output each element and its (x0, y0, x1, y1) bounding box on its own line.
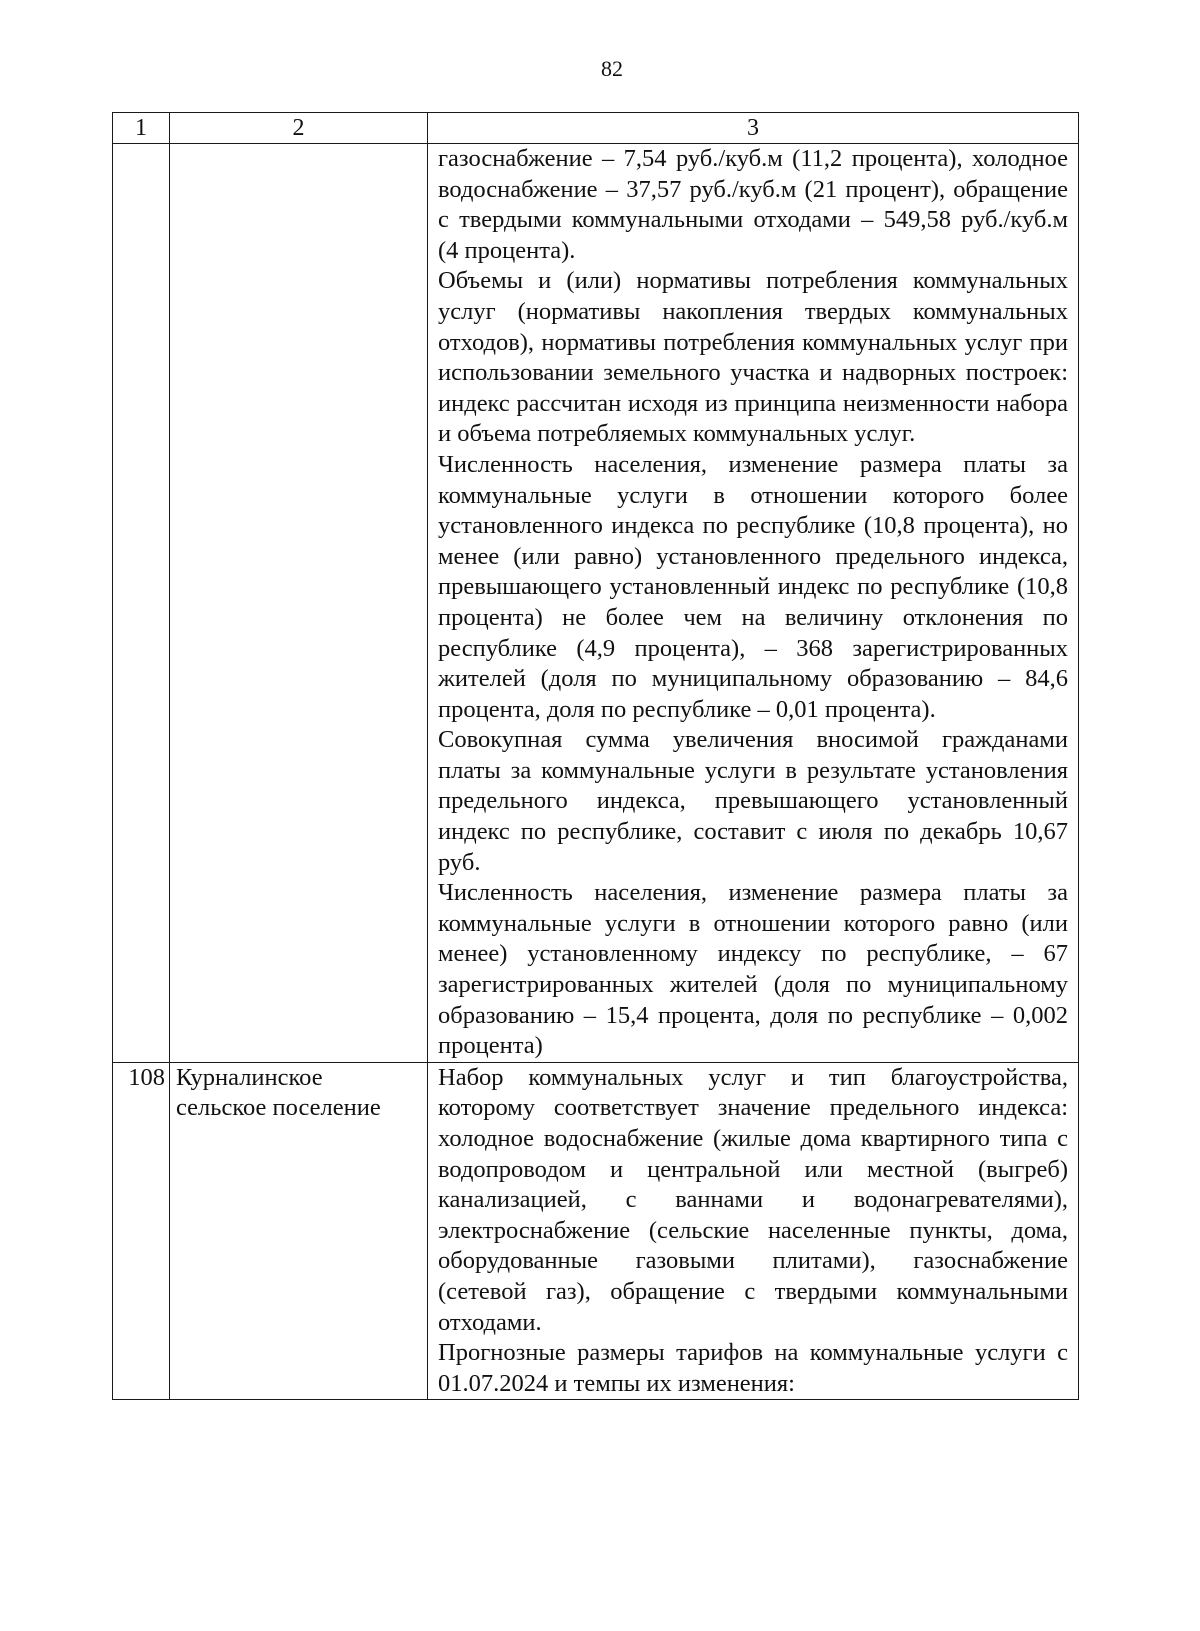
row-number-cell (113, 144, 170, 1063)
table-row-continuation (113, 144, 1079, 1063)
settlement-name-cell (170, 144, 428, 1063)
table-header-row (113, 113, 1079, 144)
paragraph: Совокупная сумма увеличения вносимой гражданами платы за коммунальные услуги в результате установления предельного индекса, превышающего установленный индекс по республике, составит с июля по декабрь 10,67 руб. (438, 726, 1068, 876)
paragraph: газоснабжение – 7,54 руб./куб.м (11,2 процента), холодное водоснабжение – 37,57 руб./куб.м (21 процент), обращение с твердыми коммунальными отходами – 549,58 руб./куб.м (4 процента). (438, 145, 1068, 264)
description-cell (428, 144, 1079, 1063)
description-cell (428, 1062, 1079, 1400)
paragraph: Объемы и (или) нормативы потребления коммунальных услуг (нормативы накопления твердых коммунальных отходов), нормативы потребления коммунальных услуг при использовании земельного участка и надворных построек: индекс рассчитан исходя из принципа неизменности набора и объема потребляемых коммунальных услуг. (438, 267, 1068, 448)
settlement-name-line: сельское поселение (176, 1094, 381, 1122)
page-number: 82 (601, 56, 623, 81)
table-row-108 (113, 1062, 1079, 1400)
settlement-name-line: Курналинское (176, 1063, 323, 1091)
paragraph: Численность населения, изменение размера платы за коммунальные услуги в отношении которого более установленного индекса по республике (10,8 процента), но менее (или равно) установленного предельного индекса, превышающего установленный индекс по республике (10,8 процента) не более чем на величину отклонения по республике (4,9 процента), – 368 зарегистрированных жителей (доля по муниципальному образованию – 84,6 процента, доля по республике – 0,01 процента). (438, 450, 1068, 723)
header-col-3: 3 (428, 113, 1079, 144)
document-table (112, 112, 1079, 1400)
header-col-1: 1 (113, 113, 170, 144)
paragraph: Набор коммунальных услуг и тип благоустройства, которому соответствует значение предельного индекса: холодное водоснабжение (жилые дома квартирного типа с водопроводом и центральной или местной (выгреб) канализацией, с ваннами и водонагревателями), электроснабжение (сельские населенные пункты, дома, оборудованные газовыми плитами), газоснабжение (сетевой газ), обращение с твердыми коммунальными отходами. (438, 1063, 1068, 1336)
header-col-2: 2 (170, 113, 428, 144)
row-number-cell: 108 (113, 1062, 170, 1400)
paragraph: Численность населения, изменение размера платы за коммунальные услуги в отношении которого равно (или менее) установленному индексу по республике, – 67 зарегистрированных жителей (доля по муниципальному образованию – 15,4 процента, доля по республике – 0,002 процента) (438, 879, 1068, 1060)
paragraph: Прогнозные размеры тарифов на коммунальные услуги с 01.07.2024 и темпы их изменения: (438, 1339, 1068, 1397)
settlement-name-cell (170, 1062, 428, 1400)
